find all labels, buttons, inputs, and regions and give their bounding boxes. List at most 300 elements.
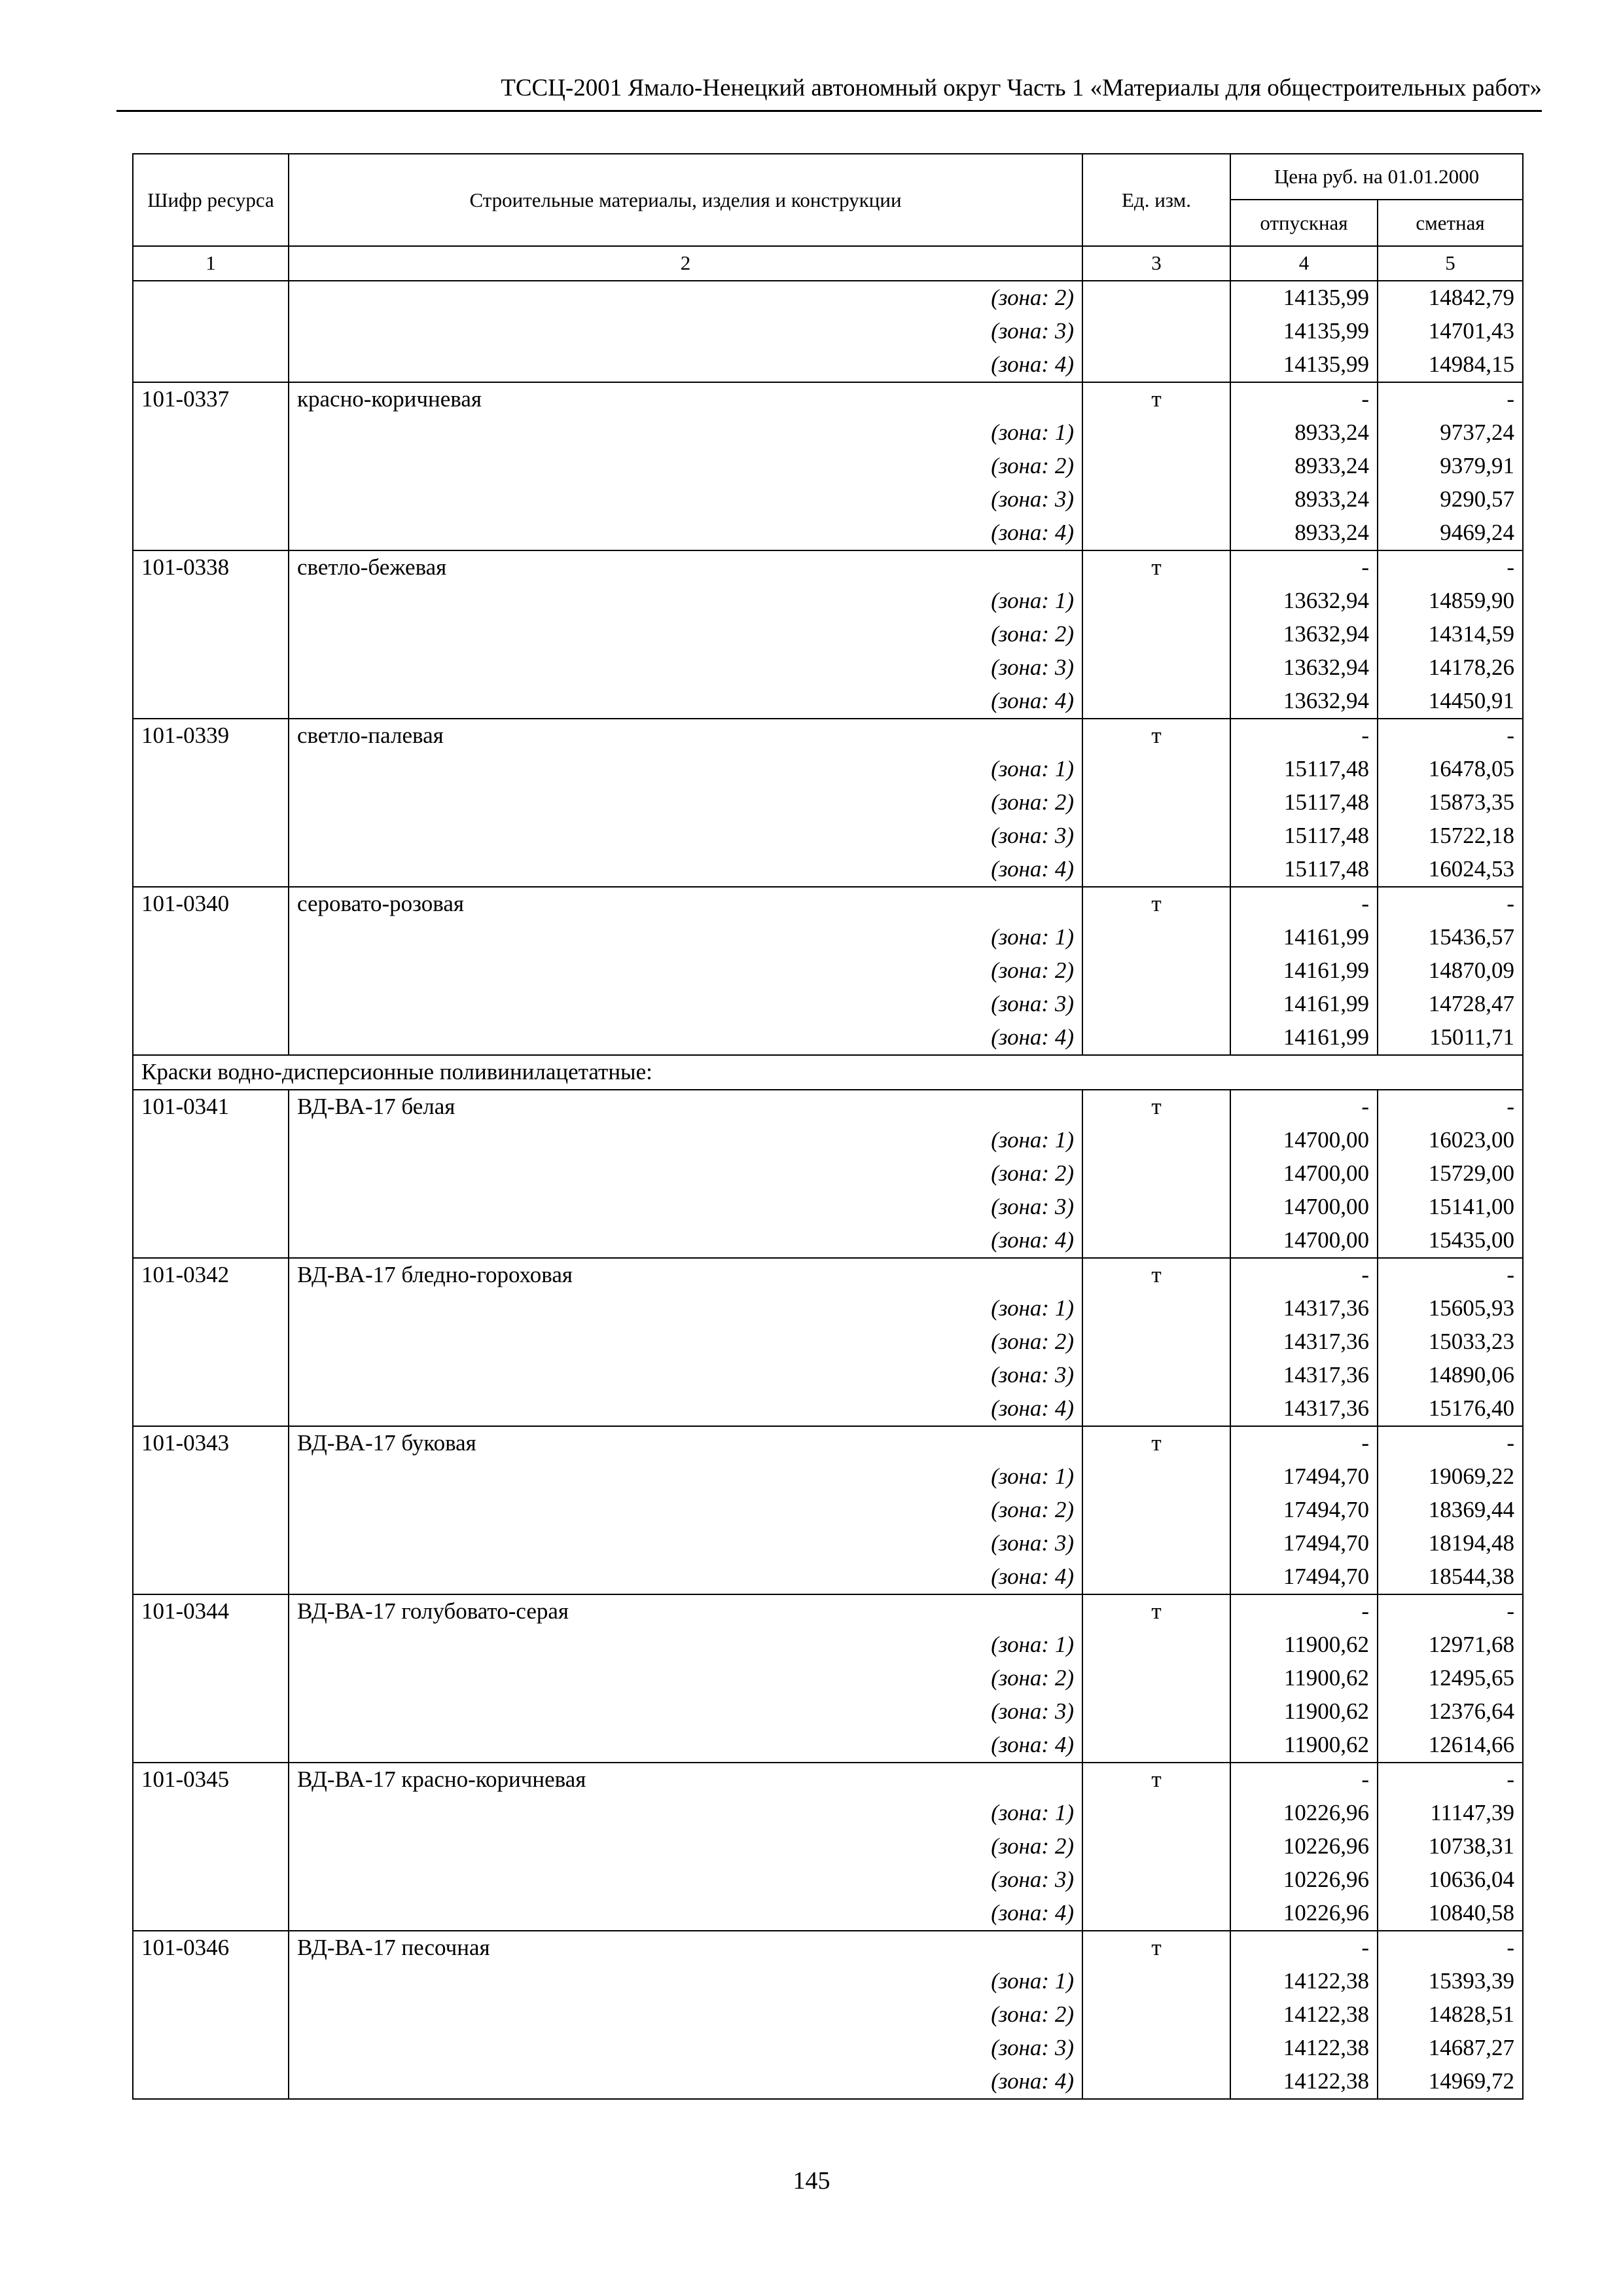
unit-empty (1082, 1292, 1230, 1325)
zone-row (133, 1224, 1523, 1258)
header-name: Строительные материалы, изделия и конструкции (289, 154, 1082, 246)
unit-empty (1082, 1021, 1230, 1055)
release-price: 14317,36 (1230, 1359, 1378, 1392)
price-table (132, 153, 1524, 2100)
item-row (133, 887, 1523, 921)
unit-empty (1082, 921, 1230, 954)
resource-code-empty (133, 1325, 289, 1359)
release-price: 13632,94 (1230, 618, 1378, 651)
zone-row (133, 921, 1523, 954)
zone-label: (зона: 4) (289, 1560, 1082, 1594)
header-estimate-price: сметная (1378, 200, 1523, 246)
unit-empty (1082, 1191, 1230, 1224)
zone-label: (зона: 4) (289, 1392, 1082, 1426)
release-price: 15117,48 (1230, 786, 1378, 819)
zone-label: (зона: 3) (289, 1695, 1082, 1729)
unit: т (1082, 719, 1230, 753)
estimate-price: 18544,38 (1378, 1560, 1523, 1594)
item-row (133, 1090, 1523, 1124)
zone-row (133, 1494, 1523, 1527)
resource-code-empty (133, 786, 289, 819)
column-number: 2 (289, 246, 1082, 281)
release-price: 14122,38 (1230, 1998, 1378, 2032)
zone-label: (зона: 3) (289, 819, 1082, 853)
estimate-price: 14178,26 (1378, 651, 1523, 685)
release-price: 11900,62 (1230, 1695, 1378, 1729)
resource-code-empty (133, 315, 289, 348)
unit-empty (1082, 1325, 1230, 1359)
estimate-price: 14828,51 (1378, 1998, 1523, 2032)
zone-label: (зона: 4) (289, 685, 1082, 719)
item-row (133, 1931, 1523, 1965)
unit-empty (1082, 1628, 1230, 1662)
unit-empty (1082, 618, 1230, 651)
header-price-group: Цена руб. на 01.01.2000 (1230, 154, 1523, 200)
resource-code-empty (133, 2065, 289, 2099)
zone-row (133, 1021, 1523, 1055)
zone-row (133, 1830, 1523, 1863)
zone-label: (зона: 4) (289, 2065, 1082, 2099)
zone-row (133, 584, 1523, 618)
estimate-price: 9379,91 (1378, 450, 1523, 483)
zone-row (133, 281, 1523, 315)
unit-empty (1082, 1460, 1230, 1494)
estimate-price: 9469,24 (1378, 516, 1523, 550)
zone-label: (зона: 1) (289, 1292, 1082, 1325)
zone-label: (зона: 2) (289, 786, 1082, 819)
unit-empty (1082, 348, 1230, 382)
zone-row (133, 348, 1523, 382)
unit-empty (1082, 1797, 1230, 1830)
material-name: ВД-ВА-17 красно-коричневая (289, 1763, 1082, 1797)
release-price: - (1230, 719, 1378, 753)
section-heading-row (133, 1055, 1523, 1090)
zone-label: (зона: 3) (289, 2032, 1082, 2065)
estimate-price: 15722,18 (1378, 819, 1523, 853)
zone-label: (зона: 2) (289, 450, 1082, 483)
unit-empty (1082, 1897, 1230, 1931)
resource-code-empty (133, 1729, 289, 1763)
estimate-price: - (1378, 887, 1523, 921)
zone-row (133, 483, 1523, 516)
zone-row (133, 1695, 1523, 1729)
zone-row (133, 1157, 1523, 1191)
estimate-price: 18369,44 (1378, 1494, 1523, 1527)
estimate-price: 9290,57 (1378, 483, 1523, 516)
release-price: - (1230, 1090, 1378, 1124)
zone-label: (зона: 2) (289, 1830, 1082, 1863)
resource-code-empty (133, 483, 289, 516)
resource-code-empty (133, 618, 289, 651)
zone-label: (зона: 1) (289, 1124, 1082, 1157)
release-price: 14317,36 (1230, 1325, 1378, 1359)
zone-row (133, 516, 1523, 550)
resource-code-empty (133, 1628, 289, 1662)
column-number: 3 (1082, 246, 1230, 281)
estimate-price: - (1378, 382, 1523, 416)
resource-code: 101-0345 (133, 1763, 289, 1797)
estimate-price: 12376,64 (1378, 1695, 1523, 1729)
release-price: 14135,99 (1230, 348, 1378, 382)
zone-row (133, 450, 1523, 483)
resource-code-empty (133, 348, 289, 382)
column-number: 5 (1378, 246, 1523, 281)
unit-empty (1082, 786, 1230, 819)
estimate-price: 15033,23 (1378, 1325, 1523, 1359)
release-price: 10226,96 (1230, 1830, 1378, 1863)
material-name: серовато-розовая (289, 887, 1082, 921)
release-price: 14161,99 (1230, 921, 1378, 954)
estimate-price: 10738,31 (1378, 1830, 1523, 1863)
unit: т (1082, 1426, 1230, 1460)
zone-label: (зона: 4) (289, 516, 1082, 550)
estimate-price: 15393,39 (1378, 1965, 1523, 1998)
zone-row (133, 988, 1523, 1021)
estimate-price: 15011,71 (1378, 1021, 1523, 1055)
resource-code-empty (133, 1560, 289, 1594)
estimate-price: 12614,66 (1378, 1729, 1523, 1763)
zone-row (133, 1527, 1523, 1560)
table-body (133, 281, 1523, 2099)
resource-code-empty (133, 281, 289, 315)
unit-empty (1082, 1157, 1230, 1191)
resource-code: 101-0337 (133, 382, 289, 416)
estimate-price: - (1378, 550, 1523, 584)
zone-label: (зона: 1) (289, 753, 1082, 786)
zone-row (133, 1124, 1523, 1157)
estimate-price: - (1378, 1426, 1523, 1460)
zone-row (133, 1325, 1523, 1359)
estimate-price: 14859,90 (1378, 584, 1523, 618)
unit-empty (1082, 584, 1230, 618)
estimate-price: 19069,22 (1378, 1460, 1523, 1494)
zone-row (133, 1998, 1523, 2032)
zone-label: (зона: 2) (289, 281, 1082, 315)
zone-row (133, 2065, 1523, 2099)
unit-empty (1082, 516, 1230, 550)
zone-row (133, 685, 1523, 719)
material-name: светло-бежевая (289, 550, 1082, 584)
zone-row (133, 1560, 1523, 1594)
resource-code-empty (133, 1224, 289, 1258)
release-price: 17494,70 (1230, 1527, 1378, 1560)
estimate-price: 15176,40 (1378, 1392, 1523, 1426)
unit-empty (1082, 1527, 1230, 1560)
zone-row (133, 853, 1523, 887)
zone-row (133, 1863, 1523, 1897)
material-name: ВД-ВА-17 бледно-гороховая (289, 1258, 1082, 1292)
resource-code-empty (133, 921, 289, 954)
resource-code-empty (133, 1359, 289, 1392)
zone-label: (зона: 3) (289, 651, 1082, 685)
resource-code-empty (133, 1998, 289, 2032)
resource-code-empty (133, 1124, 289, 1157)
estimate-price: 14728,47 (1378, 988, 1523, 1021)
resource-code: 101-0339 (133, 719, 289, 753)
estimate-price: 14890,06 (1378, 1359, 1523, 1392)
resource-code-empty (133, 1695, 289, 1729)
unit-empty (1082, 1359, 1230, 1392)
estimate-price: 16023,00 (1378, 1124, 1523, 1157)
release-price: 10226,96 (1230, 1863, 1378, 1897)
item-row (133, 1594, 1523, 1628)
unit-empty (1082, 651, 1230, 685)
zone-label: (зона: 2) (289, 1157, 1082, 1191)
resource-code: 101-0344 (133, 1594, 289, 1628)
unit-empty (1082, 685, 1230, 719)
item-row (133, 1258, 1523, 1292)
unit-empty (1082, 416, 1230, 450)
release-price: 15117,48 (1230, 853, 1378, 887)
resource-code-empty (133, 584, 289, 618)
zone-row (133, 1729, 1523, 1763)
unit-empty (1082, 819, 1230, 853)
resource-code-empty (133, 685, 289, 719)
estimate-price: 14701,43 (1378, 315, 1523, 348)
zone-label: (зона: 4) (289, 853, 1082, 887)
estimate-price: 11147,39 (1378, 1797, 1523, 1830)
resource-code-empty (133, 1157, 289, 1191)
material-name: ВД-ВА-17 песочная (289, 1931, 1082, 1965)
zone-row (133, 1392, 1523, 1426)
item-row (133, 382, 1523, 416)
estimate-price: 15436,57 (1378, 921, 1523, 954)
header-release-price: отпускная (1230, 200, 1378, 246)
estimate-price: 12971,68 (1378, 1628, 1523, 1662)
zone-label: (зона: 1) (289, 584, 1082, 618)
release-price: 14122,38 (1230, 1965, 1378, 1998)
estimate-price: 14314,59 (1378, 618, 1523, 651)
unit-empty (1082, 988, 1230, 1021)
item-row (133, 1426, 1523, 1460)
page-number: 145 (793, 2167, 830, 2195)
estimate-price: 14450,91 (1378, 685, 1523, 719)
material-name: ВД-ВА-17 голубовато-серая (289, 1594, 1082, 1628)
zone-row (133, 1662, 1523, 1695)
zone-label: (зона: 3) (289, 1863, 1082, 1897)
release-price: 14135,99 (1230, 281, 1378, 315)
release-price: 14700,00 (1230, 1191, 1378, 1224)
unit-empty (1082, 1124, 1230, 1157)
resource-code-empty (133, 450, 289, 483)
zone-row (133, 1191, 1523, 1224)
resource-code-empty (133, 1797, 289, 1830)
unit-empty (1082, 1965, 1230, 1998)
unit-empty (1082, 1863, 1230, 1897)
release-price: 10226,96 (1230, 1897, 1378, 1931)
release-price: 8933,24 (1230, 450, 1378, 483)
zone-label: (зона: 1) (289, 921, 1082, 954)
release-price: 15117,48 (1230, 819, 1378, 853)
zone-row (133, 1359, 1523, 1392)
resource-code: 101-0343 (133, 1426, 289, 1460)
running-header: ТССЦ-2001 Ямало-Ненецкий автономный округ Часть 1 «Материалы для общестроительных работ» (116, 73, 1542, 112)
zone-label: (зона: 4) (289, 1021, 1082, 1055)
estimate-price: - (1378, 719, 1523, 753)
zone-row (133, 1797, 1523, 1830)
unit: т (1082, 1594, 1230, 1628)
release-price: - (1230, 1763, 1378, 1797)
resource-code: 101-0342 (133, 1258, 289, 1292)
zone-row (133, 1292, 1523, 1325)
release-price: 17494,70 (1230, 1494, 1378, 1527)
estimate-price: - (1378, 1763, 1523, 1797)
resource-code-empty (133, 853, 289, 887)
resource-code: 101-0338 (133, 550, 289, 584)
resource-code-empty (133, 1191, 289, 1224)
resource-code-empty (133, 819, 289, 853)
estimate-price: 14687,27 (1378, 2032, 1523, 2065)
zone-label: (зона: 2) (289, 1325, 1082, 1359)
column-number-row (133, 246, 1523, 281)
resource-code-empty (133, 1494, 289, 1527)
unit: т (1082, 1090, 1230, 1124)
item-row (133, 550, 1523, 584)
release-price: 14700,00 (1230, 1157, 1378, 1191)
estimate-price: 14969,72 (1378, 2065, 1523, 2099)
resource-code-empty (133, 954, 289, 988)
resource-code-empty (133, 1460, 289, 1494)
resource-code-empty (133, 1830, 289, 1863)
release-price: 14317,36 (1230, 1292, 1378, 1325)
estimate-price: 18194,48 (1378, 1527, 1523, 1560)
item-row (133, 1763, 1523, 1797)
release-price: - (1230, 887, 1378, 921)
zone-row (133, 954, 1523, 988)
estimate-price: 15873,35 (1378, 786, 1523, 819)
resource-code-empty (133, 1897, 289, 1931)
zone-label: (зона: 3) (289, 1359, 1082, 1392)
zone-label: (зона: 3) (289, 988, 1082, 1021)
zone-label: (зона: 2) (289, 618, 1082, 651)
resource-code: 101-0346 (133, 1931, 289, 1965)
header-unit: Ед. изм. (1082, 154, 1230, 246)
material-name: светло-палевая (289, 719, 1082, 753)
release-price: 14700,00 (1230, 1124, 1378, 1157)
unit-empty (1082, 315, 1230, 348)
zone-row (133, 1628, 1523, 1662)
resource-code-empty (133, 1662, 289, 1695)
release-price: 10226,96 (1230, 1797, 1378, 1830)
item-row (133, 719, 1523, 753)
release-price: 14135,99 (1230, 315, 1378, 348)
material-name: ВД-ВА-17 буковая (289, 1426, 1082, 1460)
estimate-price: 16024,53 (1378, 853, 1523, 887)
release-price: 17494,70 (1230, 1560, 1378, 1594)
zone-label: (зона: 3) (289, 1191, 1082, 1224)
release-price: - (1230, 1931, 1378, 1965)
estimate-price: 9737,24 (1378, 416, 1523, 450)
release-price: 14122,38 (1230, 2032, 1378, 2065)
unit-empty (1082, 753, 1230, 786)
unit-empty (1082, 1392, 1230, 1426)
zone-row (133, 315, 1523, 348)
zone-label: (зона: 1) (289, 1965, 1082, 1998)
zone-row (133, 651, 1523, 685)
unit-empty (1082, 1830, 1230, 1863)
resource-code-empty (133, 516, 289, 550)
estimate-price: - (1378, 1594, 1523, 1628)
resource-code-empty (133, 1021, 289, 1055)
resource-code-empty (133, 1965, 289, 1998)
estimate-price: 14870,09 (1378, 954, 1523, 988)
column-number: 1 (133, 246, 289, 281)
unit-empty (1082, 853, 1230, 887)
zone-label: (зона: 2) (289, 1494, 1082, 1527)
unit-empty (1082, 483, 1230, 516)
zone-label: (зона: 4) (289, 1224, 1082, 1258)
estimate-price: 14842,79 (1378, 281, 1523, 315)
unit-empty (1082, 1695, 1230, 1729)
release-price: - (1230, 382, 1378, 416)
zone-label: (зона: 3) (289, 1527, 1082, 1560)
unit-empty (1082, 2032, 1230, 2065)
resource-code-empty (133, 1392, 289, 1426)
table-head (133, 154, 1523, 281)
zone-label: (зона: 2) (289, 1662, 1082, 1695)
estimate-price: 15141,00 (1378, 1191, 1523, 1224)
estimate-price: 10840,58 (1378, 1897, 1523, 1931)
release-price: 8933,24 (1230, 416, 1378, 450)
unit: т (1082, 1931, 1230, 1965)
release-price: 17494,70 (1230, 1460, 1378, 1494)
unit-empty (1082, 1494, 1230, 1527)
zone-label: (зона: 2) (289, 1998, 1082, 2032)
release-price: 13632,94 (1230, 584, 1378, 618)
zone-label: (зона: 1) (289, 416, 1082, 450)
unit: т (1082, 1258, 1230, 1292)
zone-row (133, 819, 1523, 853)
unit-empty (1082, 1662, 1230, 1695)
unit-empty (1082, 1998, 1230, 2032)
release-price: 13632,94 (1230, 651, 1378, 685)
zone-row (133, 1897, 1523, 1931)
release-price: - (1230, 1594, 1378, 1628)
release-price: 8933,24 (1230, 516, 1378, 550)
unit-empty (1082, 1560, 1230, 1594)
estimate-price: 12495,65 (1378, 1662, 1523, 1695)
unit-empty (1082, 1224, 1230, 1258)
resource-code-empty (133, 1527, 289, 1560)
material-name: ВД-ВА-17 белая (289, 1090, 1082, 1124)
zone-label: (зона: 3) (289, 483, 1082, 516)
unit-empty (1082, 1729, 1230, 1763)
header-code: Шифр ресурса (133, 154, 289, 246)
zone-row (133, 416, 1523, 450)
estimate-price: - (1378, 1931, 1523, 1965)
zone-row (133, 1965, 1523, 1998)
release-price: 14161,99 (1230, 954, 1378, 988)
resource-code-empty (133, 1292, 289, 1325)
release-price: 11900,62 (1230, 1628, 1378, 1662)
zone-label: (зона: 4) (289, 1729, 1082, 1763)
release-price: 14317,36 (1230, 1392, 1378, 1426)
release-price: 14122,38 (1230, 2065, 1378, 2099)
resource-code-empty (133, 2032, 289, 2065)
resource-code-empty (133, 753, 289, 786)
release-price: 13632,94 (1230, 685, 1378, 719)
column-number: 4 (1230, 246, 1378, 281)
release-price: 11900,62 (1230, 1662, 1378, 1695)
estimate-price: 10636,04 (1378, 1863, 1523, 1897)
zone-row (133, 2032, 1523, 2065)
zone-label: (зона: 1) (289, 1460, 1082, 1494)
estimate-price: 15435,00 (1378, 1224, 1523, 1258)
zone-label: (зона: 3) (289, 315, 1082, 348)
resource-code-empty (133, 416, 289, 450)
unit-empty (1082, 281, 1230, 315)
estimate-price: - (1378, 1090, 1523, 1124)
